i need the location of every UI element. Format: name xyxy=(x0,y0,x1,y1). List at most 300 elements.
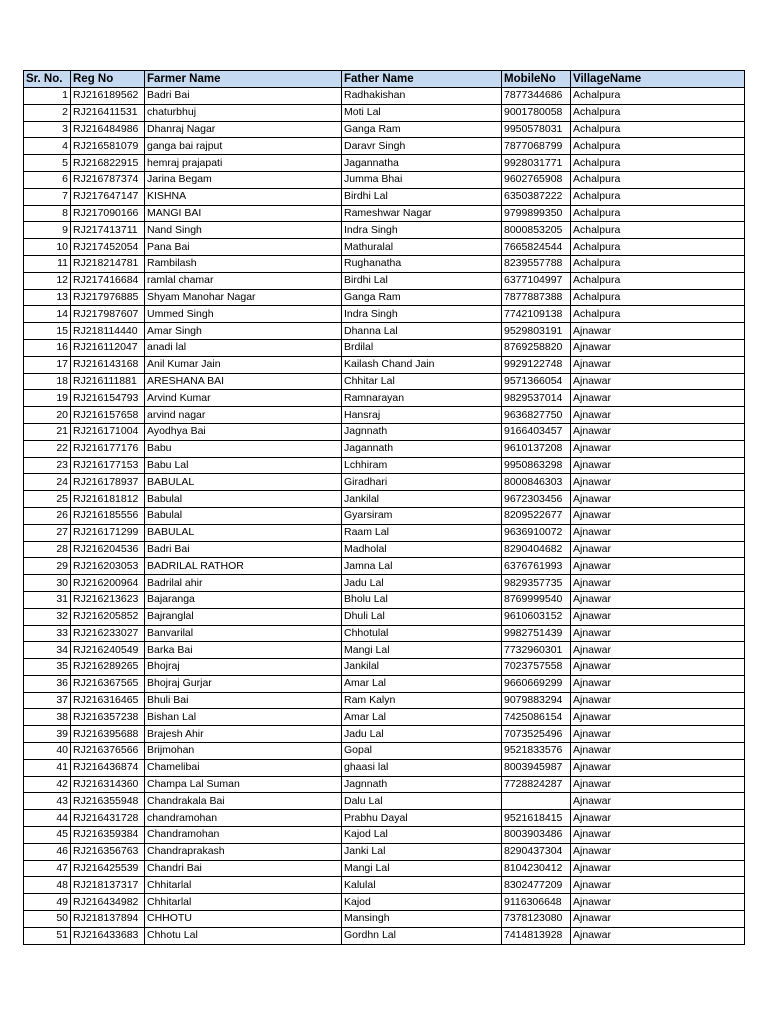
reg-no-cell: RJ216431728 xyxy=(71,810,145,827)
reg-no-cell: RJ216289265 xyxy=(71,659,145,676)
sr-no-cell: 27 xyxy=(24,524,71,541)
father-name-cell: Kajod Lal xyxy=(342,827,502,844)
table-row xyxy=(24,155,745,172)
sr-no-cell: 46 xyxy=(24,843,71,860)
village-name-cell: Ajnawar xyxy=(571,927,745,944)
father-name-cell: Hansraj xyxy=(342,407,502,424)
sr-no-cell: 20 xyxy=(24,407,71,424)
table-row xyxy=(24,138,745,155)
header-farmer-name: Farmer Name xyxy=(145,71,342,88)
farmer-name-cell: Chandramohan xyxy=(145,827,342,844)
mobile-no-cell: 7023757558 xyxy=(502,659,571,676)
reg-no-cell: RJ218114440 xyxy=(71,323,145,340)
mobile-no-cell: 9116306648 xyxy=(502,894,571,911)
father-name-cell: Dhuli Lal xyxy=(342,608,502,625)
table-row xyxy=(24,188,745,205)
father-name-cell: Daravr Singh xyxy=(342,138,502,155)
father-name-cell: Jadu Lal xyxy=(342,726,502,743)
village-name-cell: Achalpura xyxy=(571,239,745,256)
village-name-cell: Ajnawar xyxy=(571,860,745,877)
sr-no-cell: 42 xyxy=(24,776,71,793)
sr-no-cell: 17 xyxy=(24,356,71,373)
village-name-cell: Ajnawar xyxy=(571,356,745,373)
mobile-no-cell: 8000846303 xyxy=(502,474,571,491)
father-name-cell: ghaasi lal xyxy=(342,759,502,776)
father-name-cell: Mangi Lal xyxy=(342,860,502,877)
table-row xyxy=(24,121,745,138)
mobile-no-cell: 9521618415 xyxy=(502,810,571,827)
mobile-no-cell: 7378123080 xyxy=(502,911,571,928)
sr-no-cell: 13 xyxy=(24,289,71,306)
sr-no-cell: 37 xyxy=(24,692,71,709)
reg-no-cell: RJ216213623 xyxy=(71,591,145,608)
farmer-name-cell: Barka Bai xyxy=(145,642,342,659)
header-sr-no: Sr. No. xyxy=(24,71,71,88)
father-name-cell: Gordhn Lal xyxy=(342,927,502,944)
village-name-cell: Ajnawar xyxy=(571,743,745,760)
table-row xyxy=(24,356,745,373)
mobile-no-cell: 7877068799 xyxy=(502,138,571,155)
reg-no-cell: RJ217416684 xyxy=(71,272,145,289)
sr-no-cell: 2 xyxy=(24,104,71,121)
farmer-name-cell: Badrilal ahir xyxy=(145,575,342,592)
table-row xyxy=(24,239,745,256)
table-row xyxy=(24,507,745,524)
reg-no-cell: RJ216154793 xyxy=(71,390,145,407)
farmer-name-cell: Ayodhya Bai xyxy=(145,423,342,440)
village-name-cell: Achalpura xyxy=(571,306,745,323)
father-name-cell: Jagnnath xyxy=(342,776,502,793)
table-row xyxy=(24,827,745,844)
table-row xyxy=(24,810,745,827)
sr-no-cell: 16 xyxy=(24,339,71,356)
father-name-cell: Jamna Lal xyxy=(342,558,502,575)
father-name-cell: Jankilal xyxy=(342,491,502,508)
farmer-name-cell: Banvarilal xyxy=(145,625,342,642)
reg-no-cell: RJ216177176 xyxy=(71,440,145,457)
table-row xyxy=(24,339,745,356)
village-name-cell: Ajnawar xyxy=(571,726,745,743)
reg-no-cell: RJ216436874 xyxy=(71,759,145,776)
table-row xyxy=(24,491,745,508)
table-row xyxy=(24,642,745,659)
village-name-cell: Achalpura xyxy=(571,188,745,205)
father-name-cell: Giradhari xyxy=(342,474,502,491)
table-row xyxy=(24,524,745,541)
table-row xyxy=(24,709,745,726)
sr-no-cell: 45 xyxy=(24,827,71,844)
mobile-no-cell: 8104230412 xyxy=(502,860,571,877)
father-name-cell: Mansingh xyxy=(342,911,502,928)
reg-no-cell: RJ216356763 xyxy=(71,843,145,860)
farmer-name-cell: Badri Bai xyxy=(145,541,342,558)
sr-no-cell: 26 xyxy=(24,507,71,524)
farmer-name-cell: Jarina Begam xyxy=(145,171,342,188)
mobile-no-cell: 9529803191 xyxy=(502,323,571,340)
village-name-cell: Ajnawar xyxy=(571,491,745,508)
farmer-name-cell: Chamelibai xyxy=(145,759,342,776)
reg-no-cell: RJ216316465 xyxy=(71,692,145,709)
mobile-no-cell: 9982751439 xyxy=(502,625,571,642)
mobile-no-cell: 9166403457 xyxy=(502,423,571,440)
farmer-name-cell: Bhojraj xyxy=(145,659,342,676)
header-reg-no: Reg No xyxy=(71,71,145,88)
sr-no-cell: 18 xyxy=(24,373,71,390)
village-name-cell: Ajnawar xyxy=(571,793,745,810)
sr-no-cell: 38 xyxy=(24,709,71,726)
village-name-cell: Ajnawar xyxy=(571,692,745,709)
header-mobile-no: MobileNo xyxy=(502,71,571,88)
father-name-cell: Jagannatha xyxy=(342,155,502,172)
table-row xyxy=(24,457,745,474)
farmer-name-cell: Bhuli Bai xyxy=(145,692,342,709)
village-name-cell: Ajnawar xyxy=(571,709,745,726)
mobile-no-cell: 9571366054 xyxy=(502,373,571,390)
father-name-cell: Jagnnath xyxy=(342,423,502,440)
farmer-name-cell: Brijmohan xyxy=(145,743,342,760)
village-name-cell: Ajnawar xyxy=(571,608,745,625)
father-name-cell: Mathuralal xyxy=(342,239,502,256)
mobile-no-cell: 9636910072 xyxy=(502,524,571,541)
mobile-no-cell: 8000853205 xyxy=(502,222,571,239)
father-name-cell: Gyarsiram xyxy=(342,507,502,524)
village-name-cell: Ajnawar xyxy=(571,911,745,928)
village-name-cell: Ajnawar xyxy=(571,827,745,844)
village-name-cell: Ajnawar xyxy=(571,323,745,340)
sr-no-cell: 1 xyxy=(24,88,71,105)
table-row xyxy=(24,591,745,608)
farmer-name-cell: Champa Lal Suman xyxy=(145,776,342,793)
farmer-name-cell: hemraj prajapati xyxy=(145,155,342,172)
farmer-name-cell: chandramohan xyxy=(145,810,342,827)
sr-no-cell: 4 xyxy=(24,138,71,155)
table-row xyxy=(24,575,745,592)
table-row xyxy=(24,625,745,642)
table-row xyxy=(24,759,745,776)
header-father-name: Father Name xyxy=(342,71,502,88)
reg-no-cell: RJ216171299 xyxy=(71,524,145,541)
table-row xyxy=(24,692,745,709)
mobile-no-cell: 9829537014 xyxy=(502,390,571,407)
village-name-cell: Ajnawar xyxy=(571,457,745,474)
table-row xyxy=(24,289,745,306)
village-name-cell: Ajnawar xyxy=(571,373,745,390)
village-name-cell: Ajnawar xyxy=(571,843,745,860)
father-name-cell: Bholu Lal xyxy=(342,591,502,608)
farmer-name-cell: CHHOTU xyxy=(145,911,342,928)
sr-no-cell: 33 xyxy=(24,625,71,642)
mobile-no-cell: 6377104997 xyxy=(502,272,571,289)
village-name-cell: Ajnawar xyxy=(571,894,745,911)
sr-no-cell: 43 xyxy=(24,793,71,810)
village-name-cell: Ajnawar xyxy=(571,407,745,424)
mobile-no-cell: 8209522677 xyxy=(502,507,571,524)
village-name-cell: Ajnawar xyxy=(571,591,745,608)
reg-no-cell: RJ217452054 xyxy=(71,239,145,256)
sr-no-cell: 10 xyxy=(24,239,71,256)
table-row xyxy=(24,743,745,760)
sr-no-cell: 14 xyxy=(24,306,71,323)
table-row xyxy=(24,407,745,424)
father-name-cell: Jankilal xyxy=(342,659,502,676)
village-name-cell: Achalpura xyxy=(571,272,745,289)
father-name-cell: Gopal xyxy=(342,743,502,760)
mobile-no-cell: 7073525496 xyxy=(502,726,571,743)
reg-no-cell: RJ217987607 xyxy=(71,306,145,323)
sr-no-cell: 44 xyxy=(24,810,71,827)
reg-no-cell: RJ217413711 xyxy=(71,222,145,239)
village-name-cell: Ajnawar xyxy=(571,675,745,692)
reg-no-cell: RJ216425539 xyxy=(71,860,145,877)
table-row xyxy=(24,726,745,743)
reg-no-cell: RJ216787374 xyxy=(71,171,145,188)
father-name-cell: Moti Lal xyxy=(342,104,502,121)
father-name-cell: Rameshwar Nagar xyxy=(342,205,502,222)
table-row xyxy=(24,255,745,272)
table-row xyxy=(24,171,745,188)
mobile-no-cell: 9521833576 xyxy=(502,743,571,760)
farmer-name-cell: Bajranglal xyxy=(145,608,342,625)
sr-no-cell: 15 xyxy=(24,323,71,340)
mobile-no-cell: 8769258820 xyxy=(502,339,571,356)
sr-no-cell: 41 xyxy=(24,759,71,776)
mobile-no-cell: 9950578031 xyxy=(502,121,571,138)
village-name-cell: Ajnawar xyxy=(571,440,745,457)
farmer-name-cell: Rambilash xyxy=(145,255,342,272)
mobile-no-cell: 8290437304 xyxy=(502,843,571,860)
father-name-cell: Ganga Ram xyxy=(342,289,502,306)
sr-no-cell: 51 xyxy=(24,927,71,944)
sr-no-cell: 34 xyxy=(24,642,71,659)
reg-no-cell: RJ216367565 xyxy=(71,675,145,692)
father-name-cell: Lchhiram xyxy=(342,457,502,474)
village-name-cell: Achalpura xyxy=(571,138,745,155)
farmer-name-cell: Babulal xyxy=(145,491,342,508)
village-name-cell: Ajnawar xyxy=(571,558,745,575)
father-name-cell: Jagannath xyxy=(342,440,502,457)
reg-no-cell: RJ216581079 xyxy=(71,138,145,155)
farmer-name-cell: MANGI BAI xyxy=(145,205,342,222)
table-row xyxy=(24,776,745,793)
father-name-cell: Amar Lal xyxy=(342,709,502,726)
mobile-no-cell: 9610137208 xyxy=(502,440,571,457)
table-row xyxy=(24,272,745,289)
mobile-no-cell: 9660669299 xyxy=(502,675,571,692)
father-name-cell: Chhotulal xyxy=(342,625,502,642)
father-name-cell: Dhanna Lal xyxy=(342,323,502,340)
father-name-cell: Madholal xyxy=(342,541,502,558)
sr-no-cell: 21 xyxy=(24,423,71,440)
village-name-cell: Achalpura xyxy=(571,88,745,105)
sr-no-cell: 30 xyxy=(24,575,71,592)
reg-no-cell: RJ218137894 xyxy=(71,911,145,928)
reg-no-cell: RJ216189562 xyxy=(71,88,145,105)
village-name-cell: Ajnawar xyxy=(571,339,745,356)
table-row xyxy=(24,894,745,911)
reg-no-cell: RJ216395688 xyxy=(71,726,145,743)
table-row xyxy=(24,877,745,894)
farmer-name-cell: anadi lal xyxy=(145,339,342,356)
farmer-name-cell: BABULAL xyxy=(145,474,342,491)
mobile-no-cell: 7728824287 xyxy=(502,776,571,793)
father-name-cell: Indra Singh xyxy=(342,222,502,239)
farmer-name-cell: Chandri Bai xyxy=(145,860,342,877)
mobile-no-cell: 8769999540 xyxy=(502,591,571,608)
father-name-cell: Ganga Ram xyxy=(342,121,502,138)
father-name-cell: Dalu Lal xyxy=(342,793,502,810)
farmer-table xyxy=(23,70,745,945)
table-row xyxy=(24,675,745,692)
farmer-name-cell: Babulal xyxy=(145,507,342,524)
table-row xyxy=(24,222,745,239)
reg-no-cell: RJ216203053 xyxy=(71,558,145,575)
farmer-name-cell: Chhitarlal xyxy=(145,894,342,911)
village-name-cell: Achalpura xyxy=(571,171,745,188)
mobile-no-cell: 7665824544 xyxy=(502,239,571,256)
reg-no-cell: RJ216359384 xyxy=(71,827,145,844)
mobile-no-cell: 9950863298 xyxy=(502,457,571,474)
father-name-cell: Janki Lal xyxy=(342,843,502,860)
father-name-cell: Jumma Bhai xyxy=(342,171,502,188)
mobile-no-cell: 7414813928 xyxy=(502,927,571,944)
father-name-cell: Amar Lal xyxy=(342,675,502,692)
village-name-cell: Achalpura xyxy=(571,255,745,272)
farmer-name-cell: Bhojraj Gurjar xyxy=(145,675,342,692)
reg-no-cell: RJ216177153 xyxy=(71,457,145,474)
reg-no-cell: RJ217090166 xyxy=(71,205,145,222)
farmer-name-cell: BABULAL xyxy=(145,524,342,541)
reg-no-cell: RJ216200964 xyxy=(71,575,145,592)
sr-no-cell: 24 xyxy=(24,474,71,491)
sr-no-cell: 6 xyxy=(24,171,71,188)
father-name-cell: Chhitar Lal xyxy=(342,373,502,390)
father-name-cell: Raam Lal xyxy=(342,524,502,541)
sr-no-cell: 29 xyxy=(24,558,71,575)
table-row xyxy=(24,205,745,222)
farmer-name-cell: Chandraprakash xyxy=(145,843,342,860)
village-name-cell: Ajnawar xyxy=(571,541,745,558)
reg-no-cell: RJ216178937 xyxy=(71,474,145,491)
table-row xyxy=(24,323,745,340)
farmer-name-cell: Brajesh Ahir xyxy=(145,726,342,743)
reg-no-cell: RJ216204536 xyxy=(71,541,145,558)
father-name-cell: Indra Singh xyxy=(342,306,502,323)
sr-no-cell: 25 xyxy=(24,491,71,508)
reg-no-cell: RJ216233027 xyxy=(71,625,145,642)
mobile-no-cell: 9001780058 xyxy=(502,104,571,121)
mobile-no-cell: 8302477209 xyxy=(502,877,571,894)
farmer-name-cell: Babu xyxy=(145,440,342,457)
mobile-no-cell: 7732960301 xyxy=(502,642,571,659)
table-row xyxy=(24,440,745,457)
mobile-no-cell: 9636827750 xyxy=(502,407,571,424)
table-row xyxy=(24,843,745,860)
table-row xyxy=(24,927,745,944)
farmer-name-cell: Babu Lal xyxy=(145,457,342,474)
sr-no-cell: 11 xyxy=(24,255,71,272)
sr-no-cell: 3 xyxy=(24,121,71,138)
village-name-cell: Ajnawar xyxy=(571,877,745,894)
reg-no-cell: RJ216157658 xyxy=(71,407,145,424)
village-name-cell: Ajnawar xyxy=(571,776,745,793)
sr-no-cell: 50 xyxy=(24,911,71,928)
table-row xyxy=(24,373,745,390)
father-name-cell: Kailash Chand Jain xyxy=(342,356,502,373)
mobile-no-cell: 9799899350 xyxy=(502,205,571,222)
farmer-name-cell: arvind nagar xyxy=(145,407,342,424)
farmer-name-cell: KISHNA xyxy=(145,188,342,205)
farmer-name-cell: Ummed Singh xyxy=(145,306,342,323)
village-name-cell: Ajnawar xyxy=(571,524,745,541)
table-row xyxy=(24,390,745,407)
sr-no-cell: 32 xyxy=(24,608,71,625)
farmer-name-cell: Chhotu Lal xyxy=(145,927,342,944)
farmer-name-cell: Bishan Lal xyxy=(145,709,342,726)
father-name-cell: Prabhu Dayal xyxy=(342,810,502,827)
father-name-cell: Birdhi Lal xyxy=(342,188,502,205)
table-row xyxy=(24,793,745,810)
sr-no-cell: 28 xyxy=(24,541,71,558)
father-name-cell: Mangi Lal xyxy=(342,642,502,659)
sr-no-cell: 23 xyxy=(24,457,71,474)
reg-no-cell: RJ216181812 xyxy=(71,491,145,508)
reg-no-cell: RJ216434982 xyxy=(71,894,145,911)
sr-no-cell: 39 xyxy=(24,726,71,743)
reg-no-cell: RJ218137317 xyxy=(71,877,145,894)
reg-no-cell: RJ216355948 xyxy=(71,793,145,810)
reg-no-cell: RJ216484986 xyxy=(71,121,145,138)
village-name-cell: Ajnawar xyxy=(571,625,745,642)
sr-no-cell: 19 xyxy=(24,390,71,407)
village-name-cell: Ajnawar xyxy=(571,810,745,827)
father-name-cell: Kalulal xyxy=(342,877,502,894)
table-row xyxy=(24,558,745,575)
reg-no-cell: RJ216185556 xyxy=(71,507,145,524)
farmer-name-cell: Chandrakala Bai xyxy=(145,793,342,810)
village-name-cell: Achalpura xyxy=(571,222,745,239)
mobile-no-cell: 7425086154 xyxy=(502,709,571,726)
village-name-cell: Ajnawar xyxy=(571,759,745,776)
table-row xyxy=(24,608,745,625)
sr-no-cell: 31 xyxy=(24,591,71,608)
header-village-name: VillageName xyxy=(571,71,745,88)
farmer-name-cell: ARESHANA BAI xyxy=(145,373,342,390)
farmer-name-cell: Nand Singh xyxy=(145,222,342,239)
mobile-no-cell: 8290404682 xyxy=(502,541,571,558)
mobile-no-cell: 8003945987 xyxy=(502,759,571,776)
sr-no-cell: 22 xyxy=(24,440,71,457)
mobile-no-cell xyxy=(502,793,571,810)
farmer-name-cell: Chhitarlal xyxy=(145,877,342,894)
reg-no-cell: RJ216240549 xyxy=(71,642,145,659)
farmer-name-cell: Badri Bai xyxy=(145,88,342,105)
father-name-cell: Ramnarayan xyxy=(342,390,502,407)
reg-no-cell: RJ216357238 xyxy=(71,709,145,726)
table-row xyxy=(24,104,745,121)
mobile-no-cell: 6376761993 xyxy=(502,558,571,575)
mobile-no-cell: 7877887388 xyxy=(502,289,571,306)
father-name-cell: Ram Kalyn xyxy=(342,692,502,709)
farmer-name-cell: Shyam Manohar Nagar xyxy=(145,289,342,306)
table-row xyxy=(24,474,745,491)
farmer-name-cell: Anil Kumar Jain xyxy=(145,356,342,373)
reg-no-cell: RJ216376566 xyxy=(71,743,145,760)
table-row xyxy=(24,659,745,676)
table-row xyxy=(24,911,745,928)
village-name-cell: Ajnawar xyxy=(571,423,745,440)
farmer-name-cell: Arvind Kumar xyxy=(145,390,342,407)
sr-no-cell: 35 xyxy=(24,659,71,676)
